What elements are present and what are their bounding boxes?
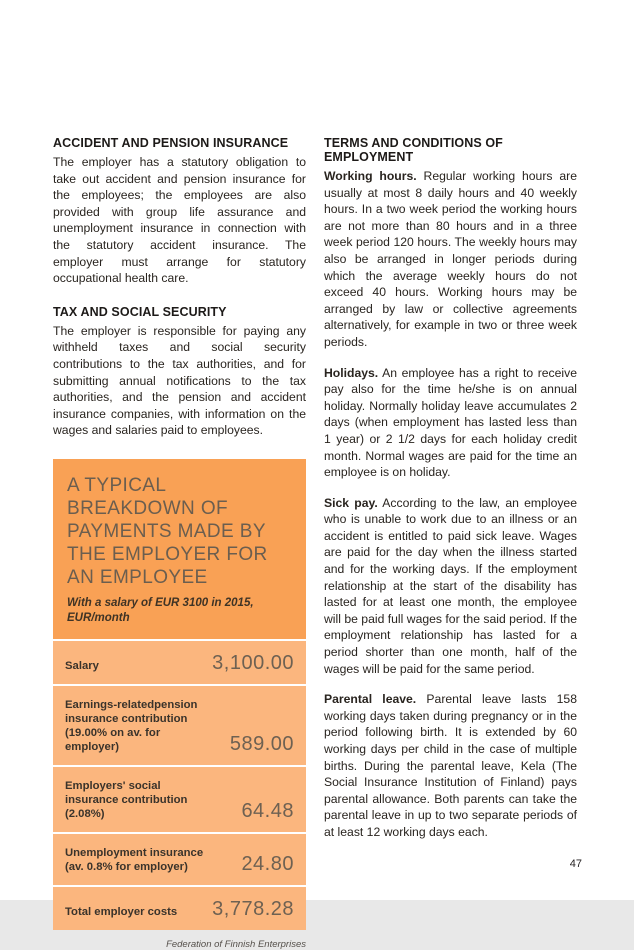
table-row-social-insurance	[53, 767, 306, 832]
paragraph-lead: Holidays.	[324, 365, 379, 380]
table-row-pension-contribution	[53, 686, 306, 765]
right-column	[324, 136, 577, 950]
row-value: 3,778.28	[212, 897, 294, 920]
heading-tax-social-security: TAX AND SOCIAL SECURITY	[53, 304, 227, 319]
row-value: 64.48	[241, 799, 294, 822]
employer-costs-infographic	[53, 459, 306, 930]
row-label: Unemployment insurance (av. 0.8% for employer)	[65, 846, 204, 873]
table-row-unemployment-insurance	[53, 834, 306, 885]
row-label: Total employer costs	[65, 905, 178, 918]
table-row-total-employer-costs	[53, 887, 306, 930]
row-label: Employers' social insurance contribution (2.08%)	[65, 779, 188, 820]
row-value: 589.00	[229, 732, 294, 755]
paragraph-working-hours	[324, 168, 577, 351]
two-column-layout	[53, 136, 577, 950]
row-value: 24.80	[241, 852, 294, 875]
infographic-header	[53, 459, 306, 639]
paragraph-lead: Sick pay.	[324, 495, 378, 510]
heading-accident-pension-insurance: ACCIDENT AND PENSION INSURANCE	[53, 136, 289, 150]
left-column	[53, 136, 306, 950]
infographic-subtitle: With a salary of EUR 3100 in 2015, EUR/month	[67, 596, 254, 624]
paragraph-text: Regular working hours are usually at most 8 daily hours and 40 weekly hours. In a two week period the working hours are not more than 80 hours and in a three week period 120 hours. The weekly hours may also be arranged in longer periods during which the average weekly hours do not exceed 40 hours. Working hours may be arranged by law or collective agreements alternatively, for example in two or three week periods.	[324, 169, 577, 349]
heading-terms-conditions: TERMS AND CONDITIONS OF EMPLOYMENT	[324, 136, 503, 164]
paragraph-text: Parental leave lasts 158 working days taken during pregnancy or in the period following birth. It is extended by 60 working days per child in the case of multiple births. During the parental leave, Kela (The Social Insurance Institution of Finland) pays parental allowance. Both parents can take the parental leave in up to two separate periods of at least 12 working days each.	[324, 692, 577, 839]
table-row-salary	[53, 641, 306, 684]
paragraph-lead: Parental leave.	[324, 692, 417, 707]
paragraph-sick-pay	[324, 495, 577, 678]
paragraph-tax-social-security: The employer is responsible for paying any withheld taxes and social security contributions to the tax authorities, and for submitting annual notifications to the tax authorities, and the pension and accident insurance companies, with information on the wages and salaries paid to employees.	[53, 323, 306, 438]
paragraph-text: An employee has a right to receive pay also for the time he/she is on annual holiday. Normally holiday leave accumulates 2 days (when employment has lasted less than 1 year) or 2 1/2 days for each holiday credit month. Normal wages are paid for the time an employee is on holiday.	[324, 365, 577, 480]
paragraph-text: According to the law, an employee who is unable to work due to an illness or an accident is entitled to paid sick leave. Wages are paid for the day when the illness started and for the working days. If the employment relationship at the start of the disability has lasted for at least one month, the employee will be paid full wages for the said period. If the employment relationship has lasted for a period shorter than one month, half of the wages will be paid for the same period.	[324, 495, 577, 676]
page-number: 47	[569, 858, 582, 870]
infographic-title: A TYPICAL BREAKDOWN OF PAYMENTS MADE BY THE EMPLOYER FOR AN EMPLOYEE	[67, 474, 268, 588]
row-label: Earnings-relatedpension insurance contribution (19.00% on av. for employer)	[65, 698, 198, 753]
paragraph-parental-leave	[324, 691, 577, 840]
paragraph-accident-pension: The employer has a statutory obligation to take out accident and pension insurance for the employees; the employees are also provided with group life assurance and unemployment insurance in connection with the statutory accident insurance. The employer must arrange for statutory occupational health care.	[53, 155, 306, 286]
paragraph-holidays	[324, 365, 577, 481]
row-label: Salary	[65, 659, 99, 672]
infographic-source-credit: Federation of Finnish Enterprises	[166, 938, 306, 950]
row-value: 3,100.00	[212, 651, 294, 674]
paragraph-lead: Working hours.	[324, 169, 417, 183]
